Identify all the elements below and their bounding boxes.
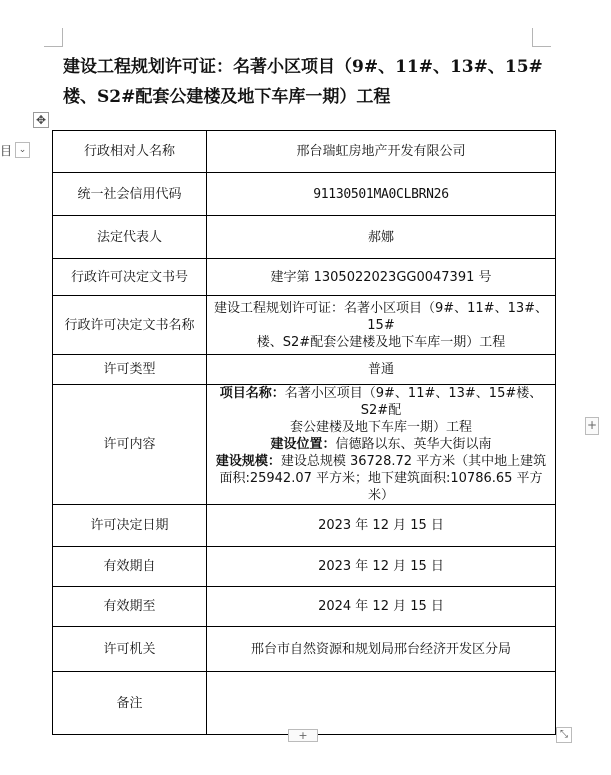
table-row (53, 505, 556, 547)
permit-content (207, 385, 556, 505)
project-name-line-2: 套公建楼及地下车库一期）工程 (289, 420, 472, 435)
row-label: 许可机关 (53, 627, 207, 672)
document-title-line-2: 楼、S2#配套公建楼及地下车库一期）工程 (63, 87, 391, 107)
resize-icon[interactable]: ⤡ (556, 727, 572, 743)
project-name-line-1 (213, 385, 549, 419)
left-margin-widget[interactable] (0, 140, 30, 160)
scale-label: 建设规模： (215, 454, 281, 469)
row-label: 法定代表人 (53, 216, 207, 259)
project-name-value: 名著小区项目（9#、11#、13#、15#楼、S2#配 (284, 386, 543, 418)
table-row (53, 385, 556, 505)
table-row (53, 587, 556, 627)
table-row (53, 216, 556, 259)
row-value: 普通 (207, 355, 556, 385)
row-label: 备注 (53, 672, 207, 735)
row-value (207, 672, 556, 735)
row-label: 有效期自 (53, 547, 207, 587)
row-value: 91130501MA0CLBRN26 (207, 173, 556, 216)
row-label: 许可内容 (53, 385, 207, 505)
left-widget-label: 目 (0, 143, 13, 158)
row-label: 有效期至 (53, 587, 207, 627)
document-title (63, 52, 548, 112)
row-label: 统一社会信用代码 (53, 173, 207, 216)
add-column-button[interactable]: + (585, 417, 599, 435)
table-row (53, 547, 556, 587)
row-value: 2023 年 12 月 15 日 (207, 547, 556, 587)
project-name-label: 项目名称： (219, 386, 285, 401)
document-title-line-1: 建设工程规划许可证：名著小区项目（9#、11#、13#、15# (63, 57, 543, 77)
row-value (207, 296, 556, 355)
chevron-down-icon[interactable]: ⌄ (15, 142, 30, 158)
row-label: 行政相对人名称 (53, 131, 207, 173)
row-value: 建字第 1305022023GG0047391 号 (207, 259, 556, 296)
location-line (213, 436, 549, 453)
location-label: 建设位置： (270, 437, 336, 452)
table-row (53, 672, 556, 735)
row-label: 许可类型 (53, 355, 207, 385)
row-value: 2023 年 12 月 15 日 (207, 505, 556, 547)
scale-line-1 (213, 453, 549, 470)
row-value: 郝娜 (207, 216, 556, 259)
table-row (53, 296, 556, 355)
row-label: 行政许可决定文书名称 (53, 296, 207, 355)
table-row (53, 259, 556, 296)
page-corner-mark-top-left (44, 28, 63, 47)
table-move-icon[interactable]: ✥ (33, 112, 49, 128)
row-value: 邢台瑞虹房地产开发有限公司 (207, 131, 556, 173)
row-label: 行政许可决定文书号 (53, 259, 207, 296)
permit-table (52, 130, 556, 735)
location-value: 信德路以东、英华大街以南 (335, 437, 492, 452)
row-value-line-2: 楼、S2#配套公建楼及地下车库一期）工程 (256, 334, 506, 350)
table-row (53, 355, 556, 385)
add-row-button[interactable]: + (288, 729, 318, 742)
row-value: 2024 年 12 月 15 日 (207, 587, 556, 627)
scale-value: 建设总规模 36728.72 平方米（其中地上建筑 (280, 454, 547, 469)
table-row (53, 173, 556, 216)
row-label: 许可决定日期 (53, 505, 207, 547)
page-corner-mark-top-right (532, 28, 551, 47)
table-row (53, 627, 556, 672)
scale-line-2: 面积:25942.07 平方米；地下建筑面积:10786.65 平方米） (219, 471, 543, 503)
table-row (53, 131, 556, 173)
row-value: 邢台市自然资源和规划局邢台经济开发区分局 (207, 627, 556, 672)
row-value-line-1: 建设工程规划许可证：名著小区项目（9#、11#、13#、15# (213, 300, 549, 333)
